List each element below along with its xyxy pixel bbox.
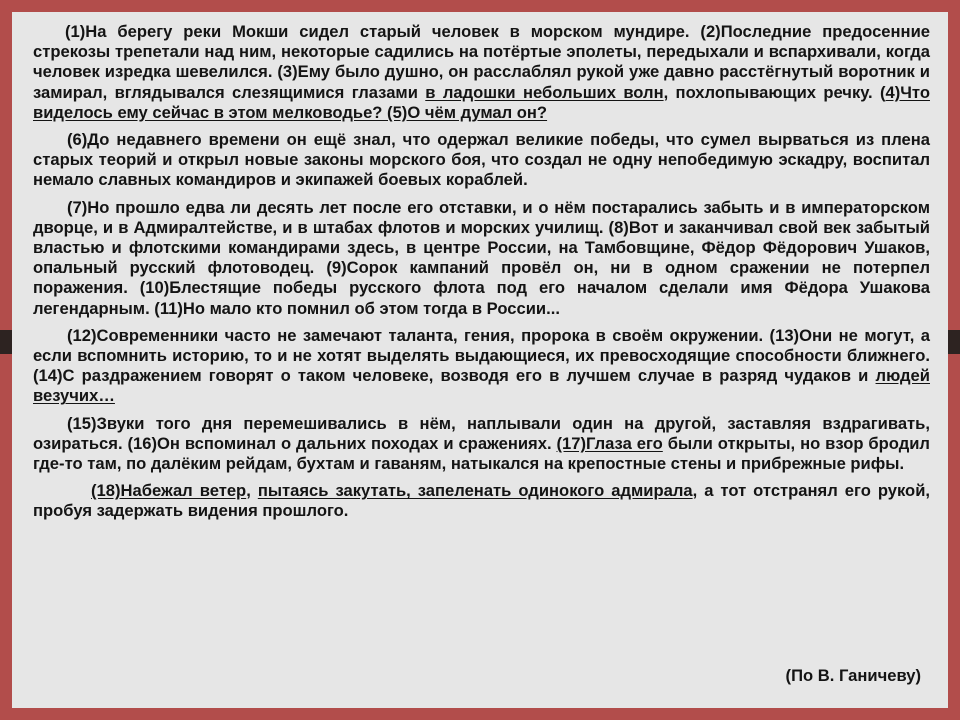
p6-underline-wind: (18)Набежал ветер xyxy=(91,481,247,501)
paragraph-3 xyxy=(33,198,930,319)
p6-seg-4: , а тот отстранял его рукой, пробуя задержать видения прошлого. xyxy=(33,481,931,521)
p2-seg-1: (6)До недавнего времени он ещё знал, что одержал великие победы, что сумел вырваться из плена старых теорий и открыл новые законы морского боя, что создал не одну непобедимую эскадру, воспитал немало славных командиров и экипажей боевых кораблей. xyxy=(33,130,930,190)
p4-seg-1: (12)Современники часто не замечают таланта, гения, пророка в своём окружении. (13)Они не могут, а если вспомнить историю, то и не хотят выделять выдающиеся, их превосходящие способности ближнего. (14)С раздражением говорят о таком человеке, возводя его в лучшем случае в разряд чудаков и xyxy=(33,325,930,386)
p6-seg-2: , xyxy=(246,481,258,501)
p1-seg-1: (1)На берегу реки Мокши сидел старый человек в морском мундире. (2)Последние предосенние стрекозы трепетали над ним, некоторые садились на потёртые эполеты, передыхали и вспархивали, когда человек изредка шевелился. (3)Ему было душно, он расслаблял рукой уже давно расстёгнутый воротник и замирал, вглядывался слезящимися глазами xyxy=(33,22,930,102)
paragraph-4 xyxy=(33,326,930,407)
paragraph-1 xyxy=(33,22,930,123)
p4-underline-lucky: людей везучих… xyxy=(33,366,930,406)
paragraph-2 xyxy=(33,130,930,191)
slide xyxy=(12,12,948,708)
p6-underline-admiral: пытаясь закутать, запеленать одинокого адмирала xyxy=(257,481,693,501)
paragraph-6 xyxy=(33,481,930,521)
attribution: (По В. Ганичеву) xyxy=(785,666,921,685)
p1-seg-3: , похлопывающих речку. ( xyxy=(663,82,886,102)
p5-seg-3: были открыты, но взор бродил где-то там, по далёким рейдам, бухтам и гаваням, натыкался на крепостные стены и прибрежные рифы. xyxy=(33,433,930,474)
p3-seg-1: (7)Но прошло едва ли десять лет после его отставки, и о нём постарались забыть и в императорском дворце, и в Адмиралтействе, и в штабах флотов и морских училищ. (8)Вот и заканчивал свой век забытый властью и флотскими командирами здесь, в центре России, на Тамбовщине, Фёдор Фёдорович Ушаков, опальный русский флотоводец. (9)Сорок кампаний провёл он, ни в одном сражении не потерпел поражения. (10)Блестящие победы русского флота под его началом сделали имя Фёдора Ушакова легендарным. (11)Но мало кто помнил об этом тогда в России... xyxy=(33,197,930,318)
p5-seg-1: (15)Звуки того дня перемешивались в нём, наплывали один на другой, заставляя вздрагивать, озираться. (16)Он вспоминал о дальних походах и сражениях. xyxy=(33,413,930,453)
p1-underline-waves: в ладошки небольших волн xyxy=(425,82,664,102)
paragraph-5 xyxy=(33,414,930,475)
p5-underline-eyes: (17)Глаза его xyxy=(556,433,663,453)
text-body xyxy=(33,22,930,529)
p1-underline-questions: 4)Что виделось ему сейчас в этом мелководье? (5)О чём думал он? xyxy=(33,82,930,122)
